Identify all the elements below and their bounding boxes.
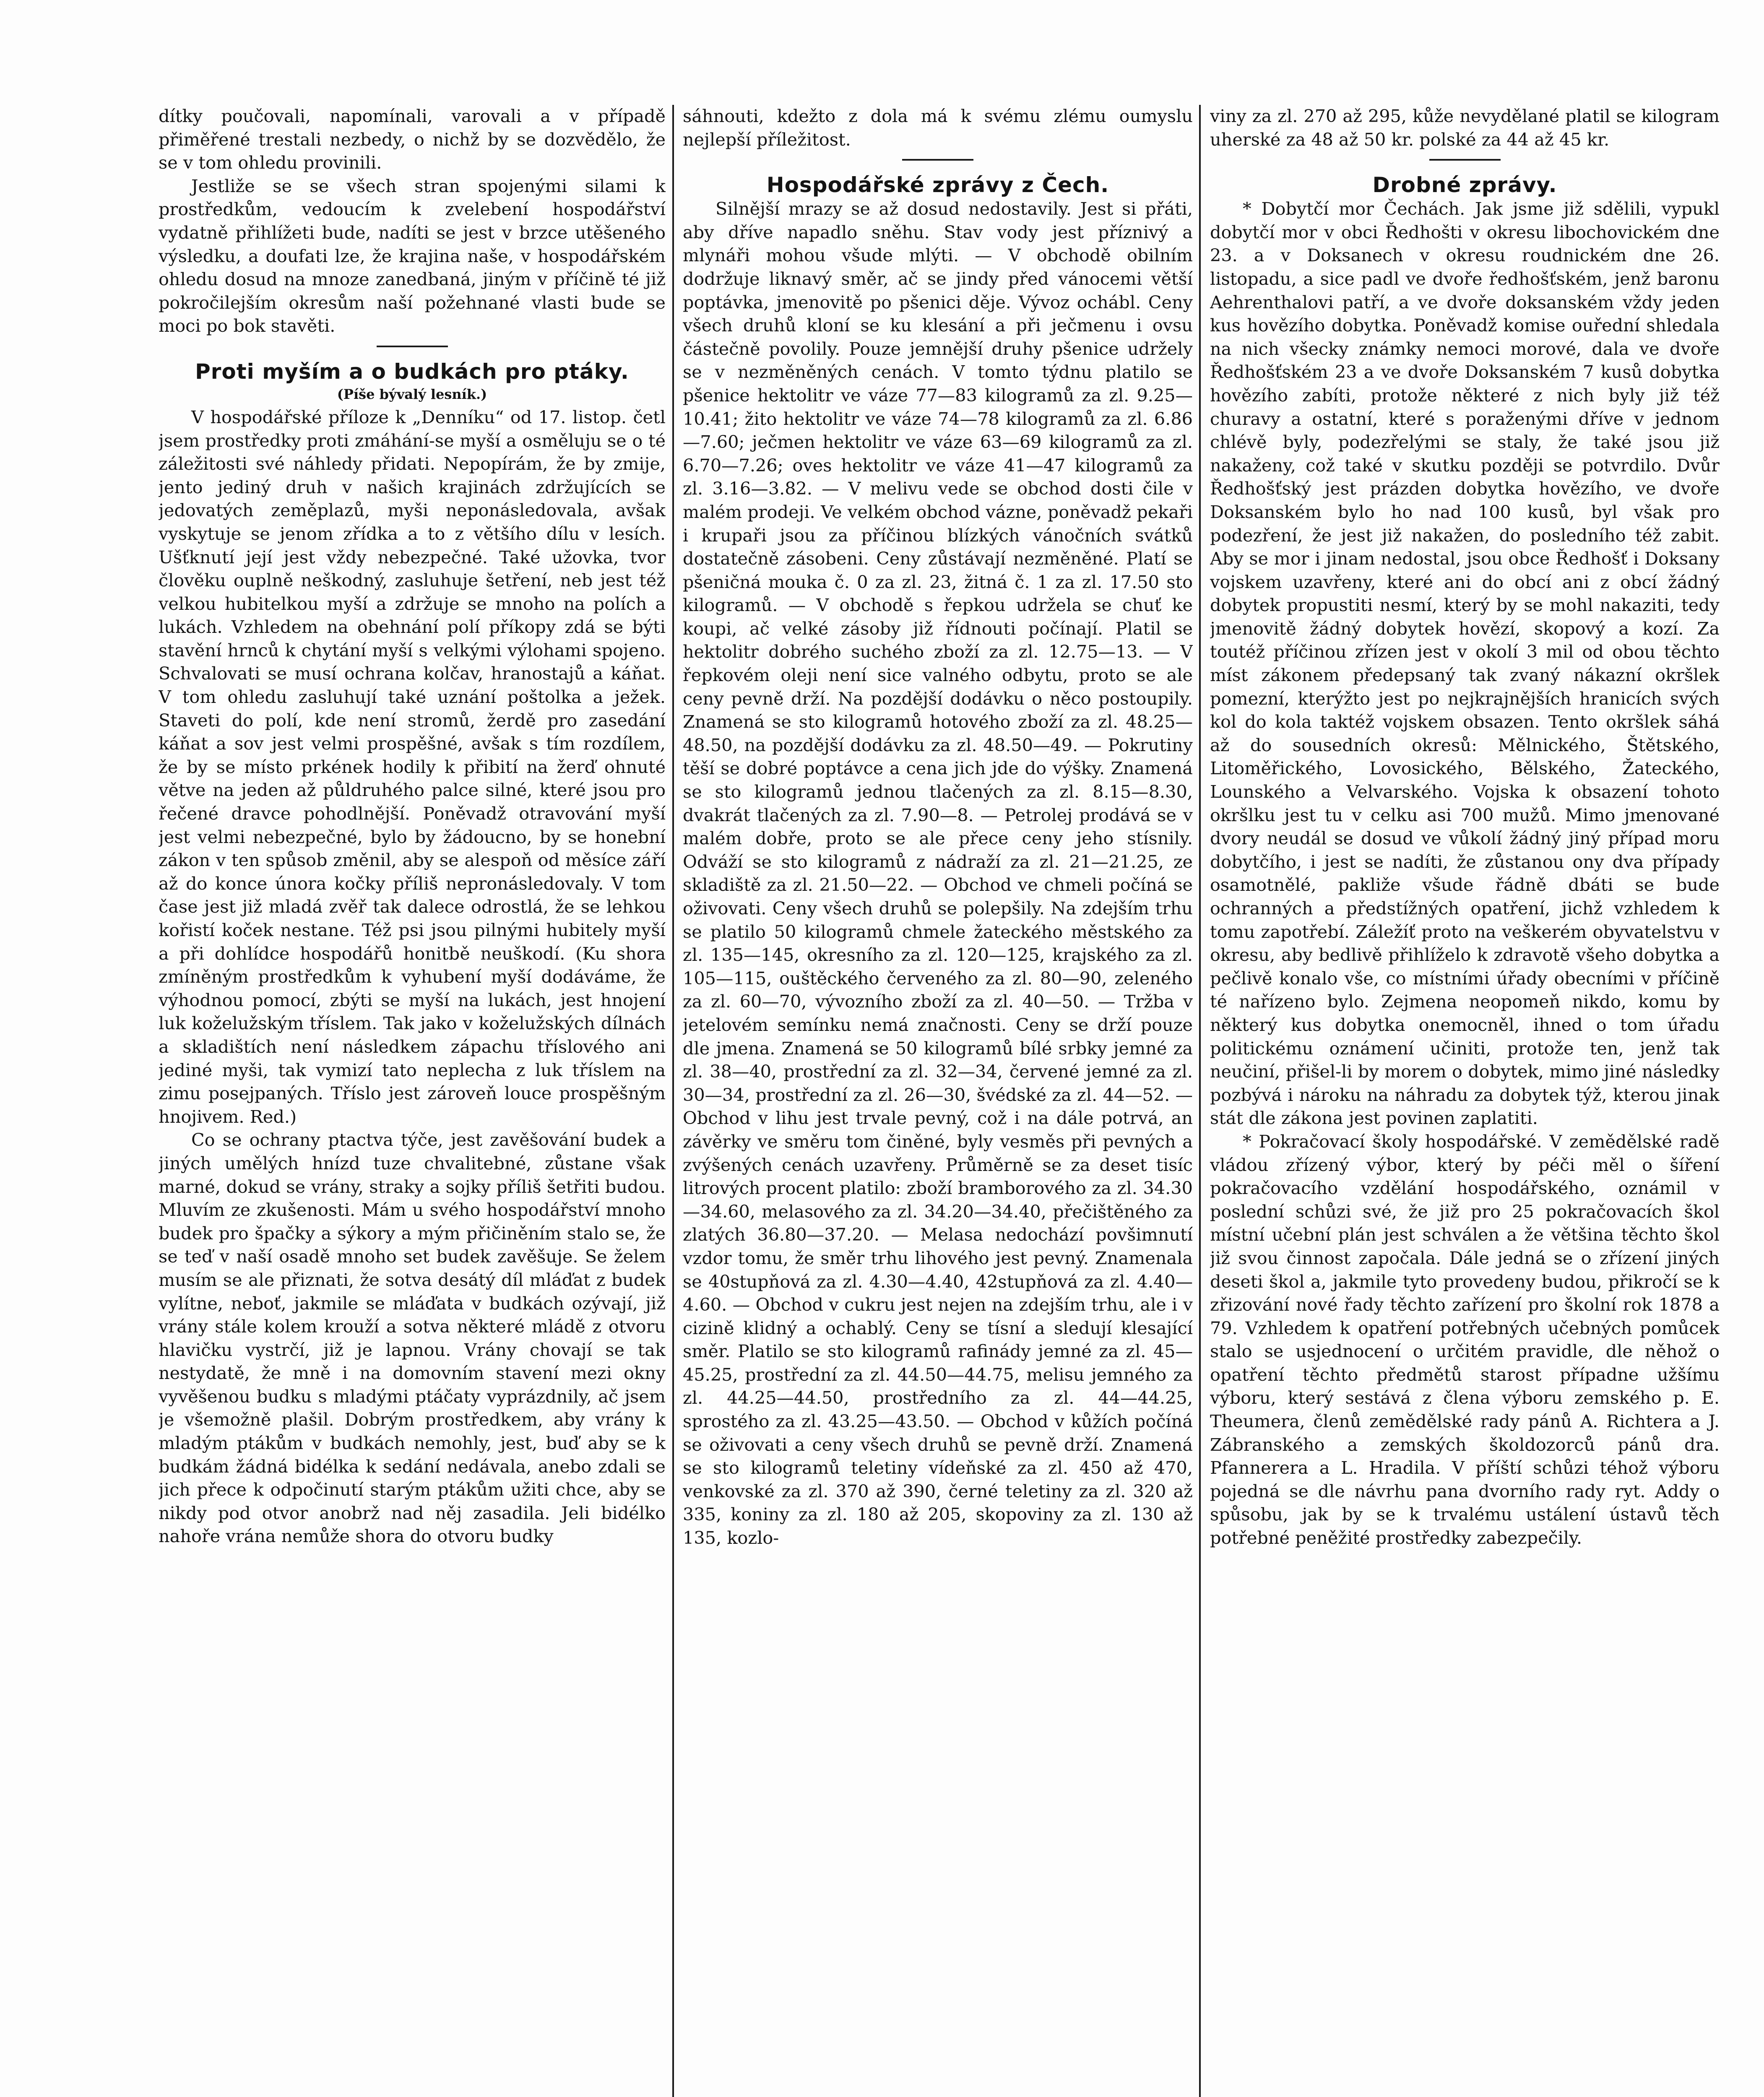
paragraph: viny za zl. 270 až 295, kůže nevydělané platil se kilogram uherské za 48 až 50 kr. polské za 44 až 45 kr. (1210, 106, 1720, 150)
paragraph: Jestliže se se všech stran spojenými silami k prostředkům, vedoucím k zvelebení hospodářství vydatně přihlížeti bude, nadíti se jest v brzce utěšeného výsledku, a doufati lze, že krajina naše, v hospodářském ohledu dosud na mnoze zanedbaná, jiným v příčině té již pokročilejším okresům naší požehnané vlasti bude se moci po bok stavěti. (159, 176, 666, 336)
section-separator (377, 346, 448, 347)
article-heading: Proti myším a o budkách pro ptáky. (195, 359, 629, 384)
column-divider-1 (672, 105, 674, 2097)
paragraph: dítky poučovali, napomínali, varovali a v případě přiměřené trestali nezbedy, o nichž by se dozvědělo, že se v tom ohledu provinili. (159, 106, 666, 173)
column-2 (683, 105, 1193, 2097)
column-3 (1210, 105, 1720, 2097)
paragraph: Co se ochrany ptactva týče, jest zavěšování budek a jiných umělých hnízd tuze chvalitebné, zůstane však marné, dokud se vrány, straky a sojky příliš šetřiti budou. Mluvím ze zkušenosti. Mám u svého hospodářství mnoho budek pro špačky a sýkory a mým přičiněním stalo se, že se teď v naší osadě mnoho set budek zavěšuje. Se želem musím se ale přiznati, že sotva desátý díl mláďat z budek vylítne, neboť, jakmile se mláďata v budkách ozývají, již vrány stále kolem krouží a sotva některé mládě z otvoru hlavičku vystrčí, již je lapnou. Vrány chovají se tak nestydatě, že mně i na domovním stavení mezi okny vyvěšenou budku s mladými ptáčaty vyprázdnily, ač jsem je všemožně plašil. Dobrým prostředkem, aby vrány k mladým ptákům v budkách nemohly, jest, buď aby se k budkám žádná bidélka k sedání nedávala, anebo zdali se jich přece k odpočinutí starým ptákům užiti chce, aby se nikdy pod otvor anobrž nad něj zasadila. Jeli bidélko nahoře vrána nemůže shora do otvoru budky (159, 1130, 666, 1547)
article-heading: Hospodářské zprávy z Čech. (766, 173, 1109, 198)
column-1 (159, 105, 666, 2097)
section-separator (902, 159, 973, 161)
paragraph: Silnější mrazy se až dosud nedostavily. Jest si přáti, aby dříve napadlo sněhu. Stav vody jest příznivý a mlynáři mohou všude mlýti. — V obchodě obilním dodržuje liknavý směr, ač se jindy před vánocemi větší poptávka, jmenovitě po pšenici děje. Vývoz ochábl. Ceny všech druhů kloní se ku klesání a při ječmenu i ovsu částečně povolily. Pouze jemnější druhy pšenice udržely se v nezměněných cenách. V tomto týdnu platilo se pšenice hektolitr ve váze 77—83 kilogramů za zl. 9.25—10.41; žito hektolitr ve váze 74—78 kilogramů za zl. 6.86—7.60; ječmen hektolitr ve váze 63—69 kilogramů za zl. 6.70—7.26; oves hektolitr ve váze 41—47 kilogramů za zl. 3.16—3.82. — V melivu vede se obchod dosti čile v malém prodeji. Ve velkém obchod vázne, poněvadž pekaři i krupaři jsou za příčinou blízkých vánočních svátků dostatečně zásobeni. Ceny zůstávají nezměněné. Platí se pšeničná mouka č. 0 za zl. 23, žitná č. 1 za zl. 17.50 sto kilogramů. — V obchodě s řepkou udržela se chuť ke koupi, ač velké zásoby již řídnouti počínají. Platil se hektolitr dobrého suchého zboží za zl. 12.75—13. — V řepkovém oleji není sice valného odbytu, proto se ale ceny pevně drží. Na pozdější dodávku o něco postoupily. Znamená se sto kilogramů hotového zboží za zl. 48.25—48.50, na pozdější dodávku za zl. 48.50—49. — Pokrutiny těší se dobré poptávce a cena jich jde do výšky. Znamená se sto kilogramů jednou tlačených za zl. 8.15—8.30, dvakrát tlačených za zl. 7.90—8. — Petrolej prodává se v malém dobře, proto se ale přece ceny jeho stísnily. Odváží se sto kilogramů z nádraží za zl. 21—21.25, ze skladiště za zl. 21.50—22. — Obchod ve chmeli počíná se oživovati. Ceny všech druhů se polepšily. Na zdejším trhu se platilo 50 kilogramů chmele žateckého městského za zl. 135—145, okresního za zl. 120—125, krajského za zl. 105—115, ouštěckého červeného za zl. 80—90, zeleného za zl. 60—70, vývozního zboží za zl. 40—50. — Tržba v jetelovém semínku nemá značnosti. Ceny se drží pouze dle jmena. Znamená se 50 kilogramů bílé srbky jemné za zl. 38—40, prostřední za zl. 32—34, červené jemné za zl. 30—34, prostřední za zl. 26—30, švédské za zl. 44—52. — Obchod v lihu jest trvale pevný, což i na dále potrvá, an závěrky ve směru tom činěné, byly vesměs při pevných a zvýšených cenách uzavřeny. Průměrně se za deset tisíc litrových procent platilo: zboží bramborového za zl. 34.30—34.60, melasového za zl. 34.20—34.40, přečištěného za zlatých 36.80—37.20. — Melasa nedochází povšimnutí vzdor tomu, že směr trhu lihového jest pevný. Znamenala se 40stupňová za zl. 4.30—4.40, 42stupňová za zl. 4.40—4.60. — Obchod v cukru jest nejen na zdejším trhu, ale i v cizině klidný a ochablý. Ceny se tísní a sledují klesající směr. Platilo se sto kilogramů rafinády jemné za zl. 45—45.25, prostřední za zl. 44.50—44.75, melisu jemného za zl. 44.25—44.50, prostředního za zl. 44—44.25, sprostého za zl. 43.25—43.50. — Obchod v kůžích počíná se oživovati a ceny všech druhů se pevně drží. Znamená se sto kilogramů teletiny vídeňské za zl. 450 až 470, venkovské za zl. 370 až 390, černé teletiny za zl. 320 až 335, koniny za zl. 180 až 205, skopoviny za zl. 130 až 135, kozlo- (683, 199, 1193, 1548)
paragraph: sáhnouti, kdežto z dola má k svému zlému oumyslu nejlepší příležitost. (683, 106, 1193, 150)
column-divider-2 (1199, 105, 1201, 2097)
article-byline: (Píše bývalý lesník.) (337, 386, 487, 402)
article-heading: Drobné zprávy. (1372, 173, 1557, 198)
paragraph: * Dobytčí mor Čechách. Jak jsme již sdělili, vypukl dobytčí mor v obci Ředhošti v okresu libochovickém dne 23. a v Doksanech v okresu roudnickém dne 26. listopadu, a sice padl ve dvoře ředhošťském, jenž baronu Aehrenthalovi patří, a ve dvoře doksanském vždy jeden kus hovězího dobytka. Poněvadž komise ouřední shledala na nich všecky známky nemoci morové, dala ve dvoře Ředhošťském 23 a ve dvoře Doksanském 7 kusů dobytka hovězího zabíti, protože některé z nich byly již též churavy a ostatní, které s poraženými dříve v jednom chlévě byly, podezřelými se staly, že také jsou již nakaženy, což také v skutku později se potvrdilo. Dvůr Ředhošťský jest prázden dobytka hovězího, ve dvoře Doksanském bylo ho nad 100 kusů, byl však pro podezření, že jest již nakažen, do posledního též zabit. Aby se mor i jinam nedostal, jsou obce Ředhošť i Doksany vojskem uzavřeny, které ani do obcí ani z obcí žádný dobytek propustiti nesmí, který by se mohl nakaziti, tedy jmenovitě žádný dobytek hovězí, skopový a kozí. Za toutéž příčinou zřízen jest v okolí 3 mil od obou těchto míst zákonem předepsaný tak zvaný nákazní okršlek pomezní, kterýžto jest po nejkrajnějších hranicích svých kol do kola taktéž vojskem obsazen. Tento okršlek sáhá až do sousedních okresů: Mělnického, Štětského, Litoměřického, Lovosického, Bělského, Žateckého, Lounského a Velvarského. Vojska k obsazení tohoto okršlku jest tu v celku asi 700 mužů. Mimo jmenované dvory neudál se dosud ve vůkolí žádný jiný případ moru dobytčího, i jest se nadíti, že zůstanou ony dva případy osamotnělé, pakliže všude řádně dbáti se bude ochranných a předstížných opatření, jichž vzhledem k tomu zapotřebí. Záležíť proto na veškerém obyvatelstvu v okresu, aby bedlivě přihlíželo k zdravotě všeho dobytka a pečlivě konalo vše, co místními úřady obecními v příčině té nařízeno bylo. Zejmena neopomeň nikdo, komu by některý kus dobytka onemocněl, ihned o tom úřadu politickému oznámení učiniti, protože ten, jenž tak neučiní, přišel-li by morem o dobytek, mimo jiné následky pozbývá i nároku na náhradu za dobytek týž, kterou jinak stát dle zákona jest povinen zaplatiti. (1210, 199, 1720, 1129)
paragraph: * Pokračovací školy hospodářské. V zemědělské radě vládou zřízený výbor, který by péči měl o šíření pokračovacího vzdělání hospodářského, oznámil v poslední schůzi své, že již pro 25 pokračovacích škol místní učební plán jest schválen a že většina těchto škol již svou činnost započala. Dále jedná se o zřízení jiných deseti škol a, jakmile tyto provedeny budou, přikročí se k zřizování nové řady těchto zařízení pro školní rok 1878 a 79. Vzhledem k opatření potřebných učebných pomůcek stalo se usjednocení o určitém pravidle, dle něhož o opatření těchto předmětů starost případne užšímu výboru, který sestává z člena výboru zemského p. E. Theumera, členů zemědělské rady pánů A. Richtera a J. Zábranského a zemských školdozorců pánů drа. Pfannerera a L. Hradila. V příští schůzi téhož výboru pojedná se dle návrhu pana dvorního rady ryt. Addy o spůsobu, jak by se k trvalému ustálení ústavů těch potřebné peněžité prostředky zabezpečily. (1210, 1131, 1720, 1548)
section-separator (1429, 159, 1501, 161)
paragraph: V hospodářské příloze k „Denníku“ od 17. listop. četl jsem prostředky proti zmáhání-se myší a osměluju se o té záležitosti své náhledy přidati. Nepopírám, že by zmije, jento jediný druh v našich krajinách zdržujících se jedovatých zeměplazů, myši neponásledovala, avšak vyskytuje se jenom zřídka a to z většího dílu v lesích. Ušťknutí její jest vždy nebezpečné. Také užovka, tvor člověku ouplně neškodný, zasluhuje šetření, neb jest též velkou hubitelkou myší a zdržuje se mnoho na polích a lukách. Vzhledem na obehnání polí příkopy zdá se býti stavění hrnců k chytání myší s velkými výlohami spojeno. Schvalovati se musí ochrana kolčav, hranostajů a káňat. V tom ohledu zasluhují také uznání poštolka a ježek. Staveti do polí, kde není stromů, žerdě pro zasedání káňat a sov jest velmi prospěšné, avšak s tím rozdílem, že by se místo prkének hodily k přibití na žerď ohnuté větve na jeden až půldruhého palce silné, které jsou pro řečené dravce pohodlnější. Poněvadž otravování myší jest velmi nebezpečné, bylo by žádoucno, by se honební zákon v ten spůsob změnil, aby se alespoň od měsíce září až do konce února kočky příliš nepronásledovaly. V tom čase jest již mladá zvěř tak dalece odrostlá, že se lehkou kořistí koček nestane. Též psi jsou pilnými hubitely myší a při dohlídce hospodářů honitbě neuškodí. (Ku shora zmíněným prostředkům k vyhubení myší dodáváme, že výhodnou pomocí, zbýti se myší na lukách, jest hnojení luk koželužským tříslem. Tak jako v koželužských dílnách a skladištích není následkem zápachu tříslového ani jediné myši, tak vymizí tato neplecha z luk tříslem na zimu posejpaných. Tříslo jest zároveň louce prospěšným hnojivem. Red.) (159, 407, 666, 1127)
